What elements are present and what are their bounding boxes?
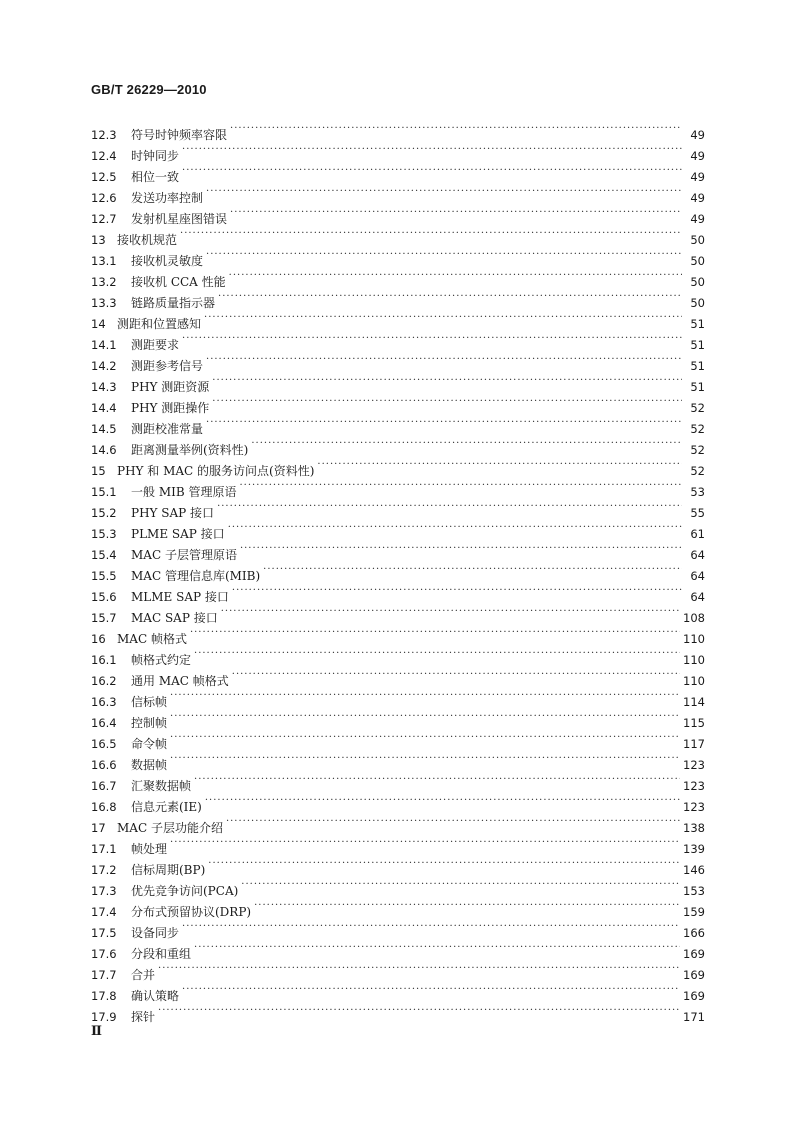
toc-entry-number: 17.8 [91, 989, 117, 1003]
toc-entry-title: 合并 [131, 968, 156, 982]
toc-entry-page: 50 [690, 233, 705, 247]
toc-entry-title: 汇聚数据帧 [131, 779, 192, 793]
toc-entry-title: 分段和重组 [131, 947, 192, 961]
toc-leader-dots [254, 895, 680, 916]
toc-entry-number: 17.9 [91, 1010, 117, 1024]
toc-entry[interactable] [91, 706, 705, 730]
toc-entry-number: 14.1 [91, 338, 117, 352]
document-header-id: GB/T 26229—2010 [91, 82, 207, 97]
toc-entry[interactable] [91, 685, 705, 709]
toc-leader-dots [212, 370, 682, 391]
toc-leader-dots [182, 979, 680, 1000]
toc-entry-number: 12.5 [91, 170, 117, 184]
toc-entry[interactable] [91, 979, 705, 1003]
toc-entry-title: 距离测量举例(资料性) [131, 443, 249, 457]
toc-entry-page: 49 [690, 149, 705, 163]
toc-entry-page: 123 [683, 779, 705, 793]
toc-entry-page: 171 [683, 1010, 705, 1024]
toc-entry[interactable] [91, 328, 705, 352]
toc-entry-title: 测距校准常量 [131, 422, 204, 436]
toc-entry-title: PHY 和 MAC 的服务访问点(资料性) [117, 464, 315, 478]
toc-entry-number: 17.2 [91, 863, 117, 877]
toc-leader-dots [218, 286, 682, 307]
toc-entry-page: 51 [690, 338, 705, 352]
toc-leader-dots [240, 538, 682, 559]
toc-entry-number: 15.2 [91, 506, 117, 520]
toc-entry-number: 17.3 [91, 884, 117, 898]
toc-entry-title: 确认策略 [131, 989, 180, 1003]
toc-leader-dots [158, 1000, 680, 1021]
toc-entry-page: 169 [683, 968, 705, 982]
toc-entry-page: 49 [690, 212, 705, 226]
toc-entry-number: 16 [91, 632, 106, 646]
toc-entry-title: MAC 子层功能介绍 [117, 821, 223, 835]
toc-entry-page: 138 [683, 821, 705, 835]
toc-leader-dots [251, 433, 682, 454]
toc-entry-number: 15.6 [91, 590, 117, 604]
toc-entry[interactable] [91, 160, 705, 184]
toc-entry-title: PHY 测距操作 [131, 401, 210, 415]
toc-entry[interactable] [91, 916, 705, 940]
toc-entry-page: 110 [683, 653, 705, 667]
toc-leader-dots [205, 790, 680, 811]
toc-entry-number: 17 [91, 821, 106, 835]
toc-entry-number: 16.3 [91, 695, 117, 709]
toc-entry-number: 15.3 [91, 527, 117, 541]
toc-entry-number: 14.3 [91, 380, 117, 394]
toc-entry-page: 169 [683, 989, 705, 1003]
toc-entry-number: 16.5 [91, 737, 117, 751]
toc-leader-dots [194, 643, 680, 664]
toc-entry[interactable] [91, 244, 705, 268]
toc-entry-title: MAC 管理信息库(MIB) [131, 569, 261, 583]
toc-entry-page: 115 [683, 716, 705, 730]
toc-leader-dots [170, 832, 680, 853]
toc-leader-dots [206, 181, 682, 202]
toc-entry-number: 17.1 [91, 842, 117, 856]
toc-leader-dots [206, 349, 682, 370]
toc-entry-page: 50 [690, 296, 705, 310]
toc-leader-dots [170, 685, 680, 706]
toc-entry-title: MAC 帧格式 [117, 632, 187, 646]
toc-entry[interactable] [91, 769, 705, 793]
toc-entry-page: 51 [690, 359, 705, 373]
toc-leader-dots [208, 853, 680, 874]
toc-leader-dots [263, 559, 682, 580]
toc-leader-dots [241, 874, 680, 895]
toc-entry-page: 52 [690, 464, 705, 478]
toc-entry-title: 帧处理 [131, 842, 168, 856]
toc-leader-dots [232, 580, 682, 601]
toc-entry-number: 17.7 [91, 968, 117, 982]
toc-entry-page: 153 [683, 884, 705, 898]
toc-entry-title: 设备同步 [131, 926, 180, 940]
toc-entry[interactable] [91, 853, 705, 877]
toc-leader-dots [170, 706, 680, 727]
toc-entry-page: 55 [690, 506, 705, 520]
toc-entry-number: 14.4 [91, 401, 117, 415]
toc-entry-number: 15.7 [91, 611, 117, 625]
table-of-contents [91, 118, 705, 1024]
toc-entry-number: 17.5 [91, 926, 117, 940]
toc-leader-dots [230, 202, 682, 223]
toc-leader-dots [194, 769, 680, 790]
toc-entry-number: 13.2 [91, 275, 117, 289]
toc-leader-dots [317, 454, 682, 475]
toc-leader-dots [194, 937, 680, 958]
toc-entry-number: 14.5 [91, 422, 117, 436]
toc-leader-dots [204, 307, 682, 328]
toc-leader-dots [228, 517, 682, 538]
toc-entry[interactable] [91, 727, 705, 751]
toc-entry-page: 52 [690, 401, 705, 415]
toc-entry-page: 123 [683, 800, 705, 814]
toc-entry-number: 16.2 [91, 674, 117, 688]
toc-entry[interactable] [91, 349, 705, 373]
toc-entry-page: 50 [690, 254, 705, 268]
toc-entry-page: 53 [690, 485, 705, 499]
toc-entry-page: 108 [683, 611, 705, 625]
toc-entry-number: 12.3 [91, 128, 117, 142]
toc-entry-title: 发射机星座图错误 [131, 212, 228, 226]
toc-entry-page: 51 [690, 317, 705, 331]
toc-entry-page: 52 [690, 443, 705, 457]
toc-entry-title: 时钟同步 [131, 149, 180, 163]
toc-leader-dots [182, 160, 682, 181]
toc-entry-number: 15 [91, 464, 106, 478]
toc-entry-title: 一般 MIB 管理原语 [131, 485, 237, 499]
toc-entry-title: 探针 [131, 1010, 156, 1024]
toc-entry-page: 49 [690, 128, 705, 142]
toc-entry-title: 测距要求 [131, 338, 180, 352]
toc-entry-number: 13.1 [91, 254, 117, 268]
toc-leader-dots [229, 265, 682, 286]
toc-entry-page: 110 [683, 632, 705, 646]
toc-entry[interactable] [91, 1000, 705, 1024]
toc-entry-page: 51 [690, 380, 705, 394]
toc-entry-page: 110 [683, 674, 705, 688]
toc-entry-page: 117 [683, 737, 705, 751]
toc-entry[interactable] [91, 181, 705, 205]
toc-entry-number: 13.3 [91, 296, 117, 310]
toc-entry-title: PLME SAP 接口 [131, 527, 225, 541]
toc-entry-page: 49 [690, 170, 705, 184]
toc-entry-number: 14 [91, 317, 106, 331]
toc-entry-title: MLME SAP 接口 [131, 590, 229, 604]
toc-entry-number: 15.1 [91, 485, 117, 499]
toc-entry-number: 14.6 [91, 443, 117, 457]
toc-leader-dots [230, 118, 682, 139]
toc-leader-dots [232, 664, 680, 685]
toc-leader-dots [190, 622, 680, 643]
toc-leader-dots [182, 328, 682, 349]
toc-entry-title: 优先竞争访问(PCA) [131, 884, 239, 898]
toc-entry-number: 16.1 [91, 653, 117, 667]
toc-entry-title: PHY SAP 接口 [131, 506, 215, 520]
page-number: Ⅱ [91, 1024, 102, 1039]
toc-entry-page: 123 [683, 758, 705, 772]
toc-entry-page: 64 [690, 569, 705, 583]
toc-entry[interactable] [91, 118, 705, 142]
toc-leader-dots [217, 496, 682, 517]
toc-entry-number: 14.2 [91, 359, 117, 373]
toc-entry-title: MAC SAP 接口 [131, 611, 218, 625]
toc-entry[interactable] [91, 748, 705, 772]
toc-entry[interactable] [91, 937, 705, 961]
toc-entry-number: 12.6 [91, 191, 117, 205]
toc-entry-title: 信标帧 [131, 695, 168, 709]
toc-entry-title: 接收机灵敏度 [131, 254, 204, 268]
toc-leader-dots [226, 811, 680, 832]
toc-leader-dots [170, 748, 680, 769]
toc-leader-dots [182, 139, 682, 160]
toc-entry-number: 17.4 [91, 905, 117, 919]
toc-entry-title: 命令帧 [131, 737, 168, 751]
toc-entry-title: 数据帧 [131, 758, 168, 772]
toc-leader-dots [239, 475, 682, 496]
toc-entry-title: 帧格式约定 [131, 653, 192, 667]
toc-entry-page: 169 [683, 947, 705, 961]
toc-entry-page: 50 [690, 275, 705, 289]
toc-leader-dots [206, 412, 682, 433]
toc-leader-dots [158, 958, 680, 979]
toc-entry-title: 信标周期(BP) [131, 863, 206, 877]
toc-entry-number: 12.7 [91, 212, 117, 226]
toc-entry-page: 52 [690, 422, 705, 436]
toc-leader-dots [212, 391, 682, 412]
toc-entry-page: 159 [683, 905, 705, 919]
toc-entry-title: MAC 子层管理原语 [131, 548, 237, 562]
toc-entry-page: 64 [690, 548, 705, 562]
toc-entry-title: 接收机 CCA 性能 [131, 275, 226, 289]
toc-entry-title: 测距和位置感知 [117, 317, 202, 331]
toc-leader-dots [182, 916, 680, 937]
toc-entry-number: 16.4 [91, 716, 117, 730]
toc-entry-title: 控制帧 [131, 716, 168, 730]
toc-entry[interactable] [91, 223, 705, 247]
toc-entry-number: 16.7 [91, 779, 117, 793]
toc-entry-number: 16.6 [91, 758, 117, 772]
toc-entry-page: 49 [690, 191, 705, 205]
toc-entry-number: 16.8 [91, 800, 117, 814]
toc-entry-number: 15.4 [91, 548, 117, 562]
toc-entry[interactable] [91, 832, 705, 856]
toc-entry-page: 64 [690, 590, 705, 604]
toc-entry-title: 通用 MAC 帧格式 [131, 674, 229, 688]
toc-entry-number: 15.5 [91, 569, 117, 583]
toc-entry-title: 相位一致 [131, 170, 180, 184]
toc-entry-page: 114 [683, 695, 705, 709]
toc-leader-dots [180, 223, 682, 244]
toc-entry-title: 发送功率控制 [131, 191, 204, 205]
toc-entry-title: 信息元素(IE) [131, 800, 202, 814]
toc-entry-title: 符号时钟频率容限 [131, 128, 228, 142]
toc-leader-dots [221, 601, 680, 622]
toc-entry-number: 13 [91, 233, 106, 247]
toc-entry-title: 链路质量指示器 [131, 296, 216, 310]
toc-entry-page: 139 [683, 842, 705, 856]
toc-entry-title: PHY 测距资源 [131, 380, 210, 394]
toc-entry-title: 测距参考信号 [131, 359, 204, 373]
toc-entry-number: 17.6 [91, 947, 117, 961]
toc-entry-page: 166 [683, 926, 705, 940]
toc-entry[interactable] [91, 139, 705, 163]
toc-leader-dots [206, 244, 682, 265]
toc-entry-page: 61 [690, 527, 705, 541]
toc-entry-title: 分布式预留协议(DRP) [131, 905, 252, 919]
toc-entry-page: 146 [683, 863, 705, 877]
toc-leader-dots [170, 727, 680, 748]
toc-entry-title: 接收机规范 [117, 233, 178, 247]
toc-entry[interactable] [91, 958, 705, 982]
toc-entry-number: 12.4 [91, 149, 117, 163]
